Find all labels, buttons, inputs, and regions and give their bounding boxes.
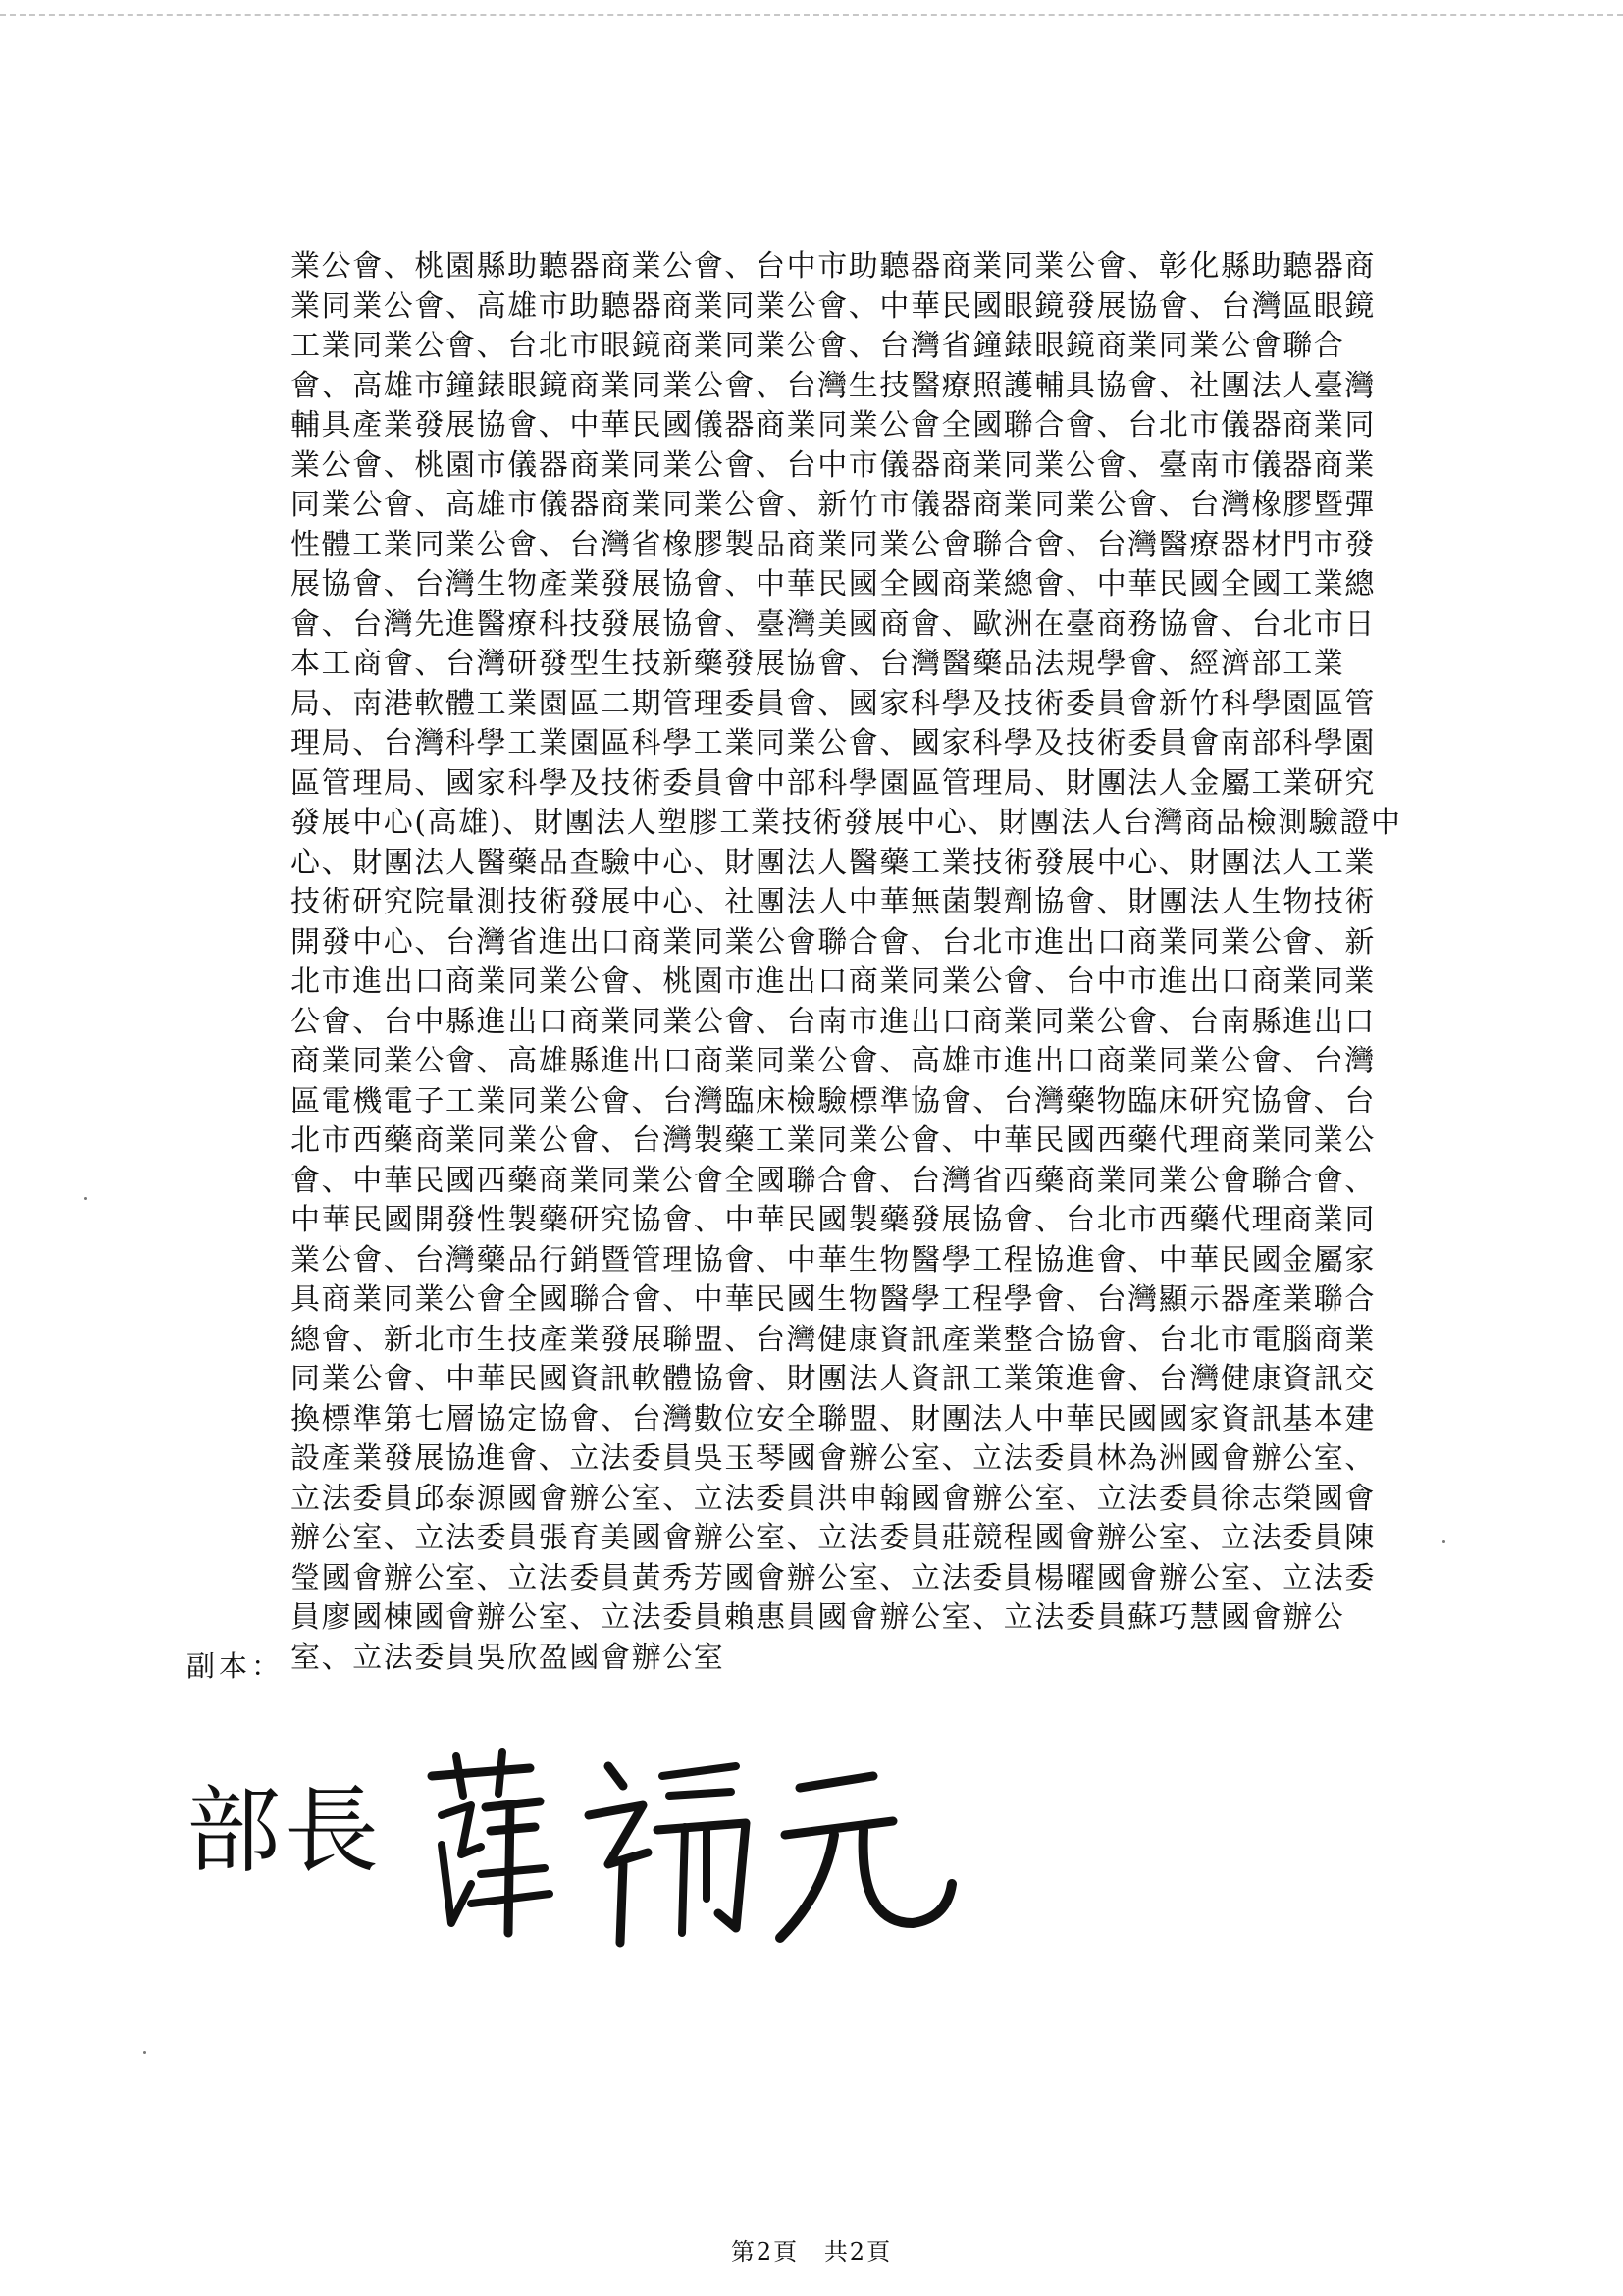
body-line: 換標準第七層協定協會、台灣數位安全聯盟、財團法人中華民國國家資訊基本建 [290,1401,1376,1436]
body-line: 總會、新北市生技產業發展聯盟、台灣健康資訊產業整合協會、台北市電腦商業 [290,1322,1376,1357]
scan-edge-artifact [0,14,1623,16]
body-line: 設產業發展協進會、立法委員吳玉琴國會辦公室、立法委員林為洲國會辦公室、 [290,1441,1376,1476]
page-total: 共2頁 [823,2238,893,2266]
body-line: 具商業同業公會全國聯合會、中華民國生物醫學工程學會、台灣顯示器產業聯合 [290,1282,1376,1317]
body-line: 瑩國會辦公室、立法委員黃秀芳國會辦公室、立法委員楊曜國會辦公室、立法委 [290,1560,1376,1595]
body-line: 開發中心、台灣省進出口商業同業公會聯合會、台北市進出口商業同業公會、新 [290,924,1376,960]
body-line: 業公會、桃園縣助聽器商業公會、台中市助聽器商業同業公會、彰化縣助聽器商 [290,249,1376,284]
scan-dot [143,2051,146,2054]
body-line: 商業同業公會、高雄縣進出口商業同業公會、高雄市進出口商業同業公會、台灣 [290,1044,1376,1078]
minister-title: 部長 [186,1776,383,1886]
body-line: 局、南港軟體工業園區二期管理委員會、國家科學及技術委員會新竹科學園區管 [290,686,1376,721]
recipient-list [290,247,1458,1678]
body-line: 技術研究院量測技術發展中心、社團法人中華無菌製劑協會、財團法人生物技術 [290,885,1376,919]
body-line: 辦公室、立法委員張育美國會辦公室、立法委員莊競程國會辦公室、立法委員陳 [290,1521,1376,1555]
body-line: 立法委員邱泰源國會辦公室、立法委員洪申翰國會辦公室、立法委員徐志榮國會 [290,1481,1376,1516]
body-line: 會、高雄市鐘錶眼鏡商業同業公會、台灣生技醫療照護輔具協會、社團法人臺灣 [290,368,1376,403]
page-number: 第2頁 [730,2238,800,2266]
body-line: 公會、台中縣進出口商業同業公會、台南市進出口商業同業公會、台南縣進出口 [290,1004,1376,1039]
body-line: 北市進出口商業同業公會、桃園市進出口商業同業公會、台中市進出口商業同業 [290,965,1376,999]
body-line: 業公會、桃園市儀器商業同業公會、台中市儀器商業同業公會、臺南市儀器商業 [290,447,1376,483]
body-line: 理局、台灣科學工業園區科學工業同業公會、國家科學及技術委員會南部科學園 [290,726,1376,760]
body-line: 員廖國棟國會辦公室、立法委員賴惠員國會辦公室、立法委員蘇巧慧國會辦公 [290,1600,1345,1635]
signature-block [186,1737,971,1953]
handwritten-signature [412,1737,962,1953]
body-line: 中華民國開發性製藥研究協會、中華民國製藥發展協會、台北市西藥代理商業同 [290,1203,1376,1237]
body-line: 會、中華民國西藥商業同業公會全國聯合會、台灣省西藥商業同業公會聯合會、 [290,1163,1376,1198]
body-line: 展協會、台灣生物產業發展協會、中華民國全國商業總會、中華民國全國工業總 [290,567,1376,601]
body-line: 同業公會、中華民國資訊軟體協會、財團法人資訊工業策進會、台灣健康資訊交 [290,1362,1376,1396]
body-line: 業同業公會、高雄市助聽器商業同業公會、中華民國眼鏡發展協會、台灣區眼鏡 [290,288,1376,324]
body-line: 區電機電子工業同業公會、台灣臨床檢驗標準協會、台灣藥物臨床研究協會、台 [290,1083,1376,1119]
body-line: 區管理局、國家科學及技術委員會中部科學園區管理局、財團法人金屬工業研究 [290,765,1376,801]
body-line: 會、台灣先進醫療科技發展協會、臺灣美國商會、歐洲在臺商務協會、台北市日 [290,606,1376,642]
scan-dot [84,1197,87,1200]
body-line: 同業公會、高雄市儀器商業同業公會、新竹市儀器商業同業公會、台灣橡膠暨彈 [290,488,1376,522]
scan-dot [1442,1540,1445,1543]
body-line: 輔具產業發展協會、中華民國儀器商業同業公會全國聯合會、台北市儀器商業同 [290,408,1376,443]
body-line: 北市西藥商業同業公會、台灣製藥工業同業公會、中華民國西藥代理商業同業公 [290,1123,1376,1158]
body-line: 發展中心(高雄)、財團法人塑膠工業技術發展中心、財團法人台灣商品檢測驗證中 [290,806,1402,840]
page-footer [0,2232,1623,2267]
body-line: 本工商會、台灣研發型生技新藥發展協會、台灣醫藥品法規學會、經濟部工業 [290,647,1345,681]
body-line: 性體工業同業公會、台灣省橡膠製品商業同業公會聯合會、台灣醫療器材門市發 [290,527,1376,562]
cc-label: 副本： [186,1649,285,1683]
body-line: 工業同業公會、台北市眼鏡商業同業公會、台灣省鐘錶眼鏡商業同業公會聯合 [290,329,1345,363]
body-line: 心、財團法人醫藥品查驗中心、財團法人醫藥工業技術發展中心、財團法人工業 [290,845,1376,880]
body-line: 室、立法委員吳欣盈國會辦公室 [290,1640,725,1675]
body-line: 業公會、台灣藥品行銷暨管理協會、中華生物醫學工程協進會、中華民國金屬家 [290,1242,1376,1278]
